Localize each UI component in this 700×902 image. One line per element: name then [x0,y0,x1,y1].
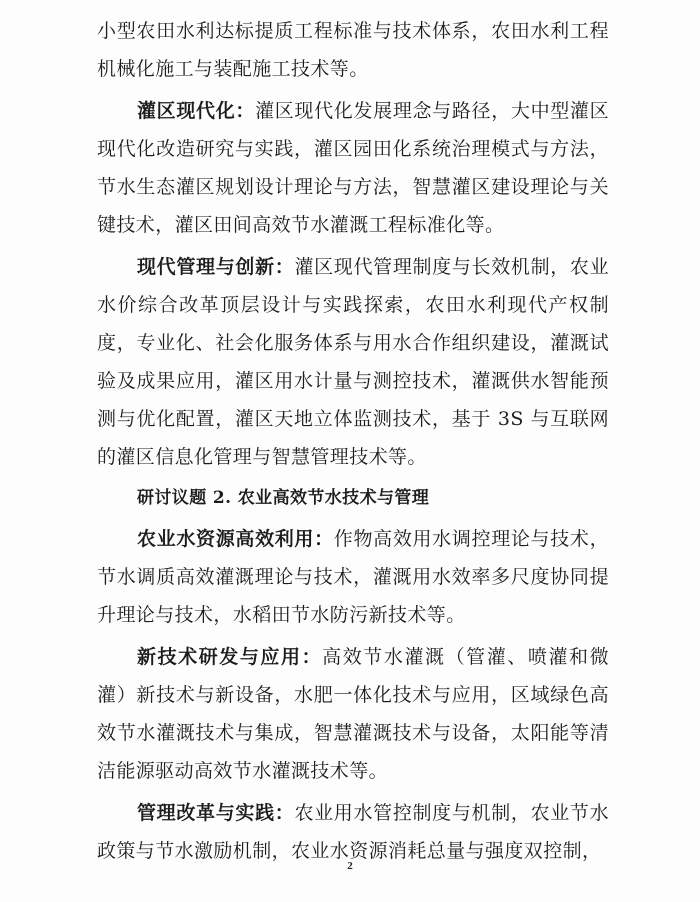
paragraph-2-lead: 灌区现代化： [137,100,256,122]
document-body [97,12,609,874]
paragraph-6-lead: 新技术研发与应用： [137,646,323,668]
paragraph-irrigation-modernization [97,92,609,244]
topic-heading-2: 研讨议题 2. 农业高效节水技术与管理 [137,488,430,508]
paragraph-7-lead: 管理改革与实践： [137,802,295,824]
paragraph-5-text: 作物高效用水调控理论与技术，节水调质高效灌溉理论与技术，灌溉用水效率多尺度协同提升理论与技术，水稻田节水防污新技术等。 [97,528,609,626]
paragraph-management-reform [97,794,609,870]
paragraph-2-text: 灌区现代化发展理念与路径，大中型灌区现代化改造研究与实践，灌区园田化系统治理模式与方法，节水生态灌区规划设计理论与方法，智慧灌区建设理论与关键技术，灌区田间高效节水灌溉工程标准化等。 [97,100,610,236]
paragraph-7-text: 农业用水管控制度与机制，农业节水政策与节水激励机制，农业水资源消耗总量与强度双控制， [97,802,610,862]
paragraph-modern-management [97,248,609,476]
paragraph-3-lead: 现代管理与创新： [137,256,295,278]
paragraph-1 [97,12,609,88]
page-number: 2 [347,860,353,872]
paragraph-new-technology [97,638,609,790]
paragraph-water-efficiency [97,520,609,634]
paragraph-5-lead: 农业水资源高效利用： [137,528,334,550]
paragraph-6-text: 高效节水灌溉（管灌、喷灌和微灌）新技术与新设备，水肥一体化技术与应用，区域绿色高效节水灌溉技术与集成，智慧灌溉技术与设备，太阳能等清洁能源驱动高效节水灌溉技术等。 [97,646,609,782]
paragraph-3-text: 灌区现代管理制度与长效机制，农业水价综合改革顶层设计与实践探索，农田水利现代产权制度，专业化、社会化服务体系与用水合作组织建设，灌溉试验及成果应用，灌区用水计量与测控技术，灌溉供水智能预测与优化配置，灌区天地立体监测技术，基于 3S 与互联网的灌区信息化管理与智慧管理技术等。 [97,256,610,468]
paragraph-1-text: 小型农田水利达标提质工程标准与技术体系，农田水利工程机械化施工与装配施工技术等。 [97,20,609,80]
